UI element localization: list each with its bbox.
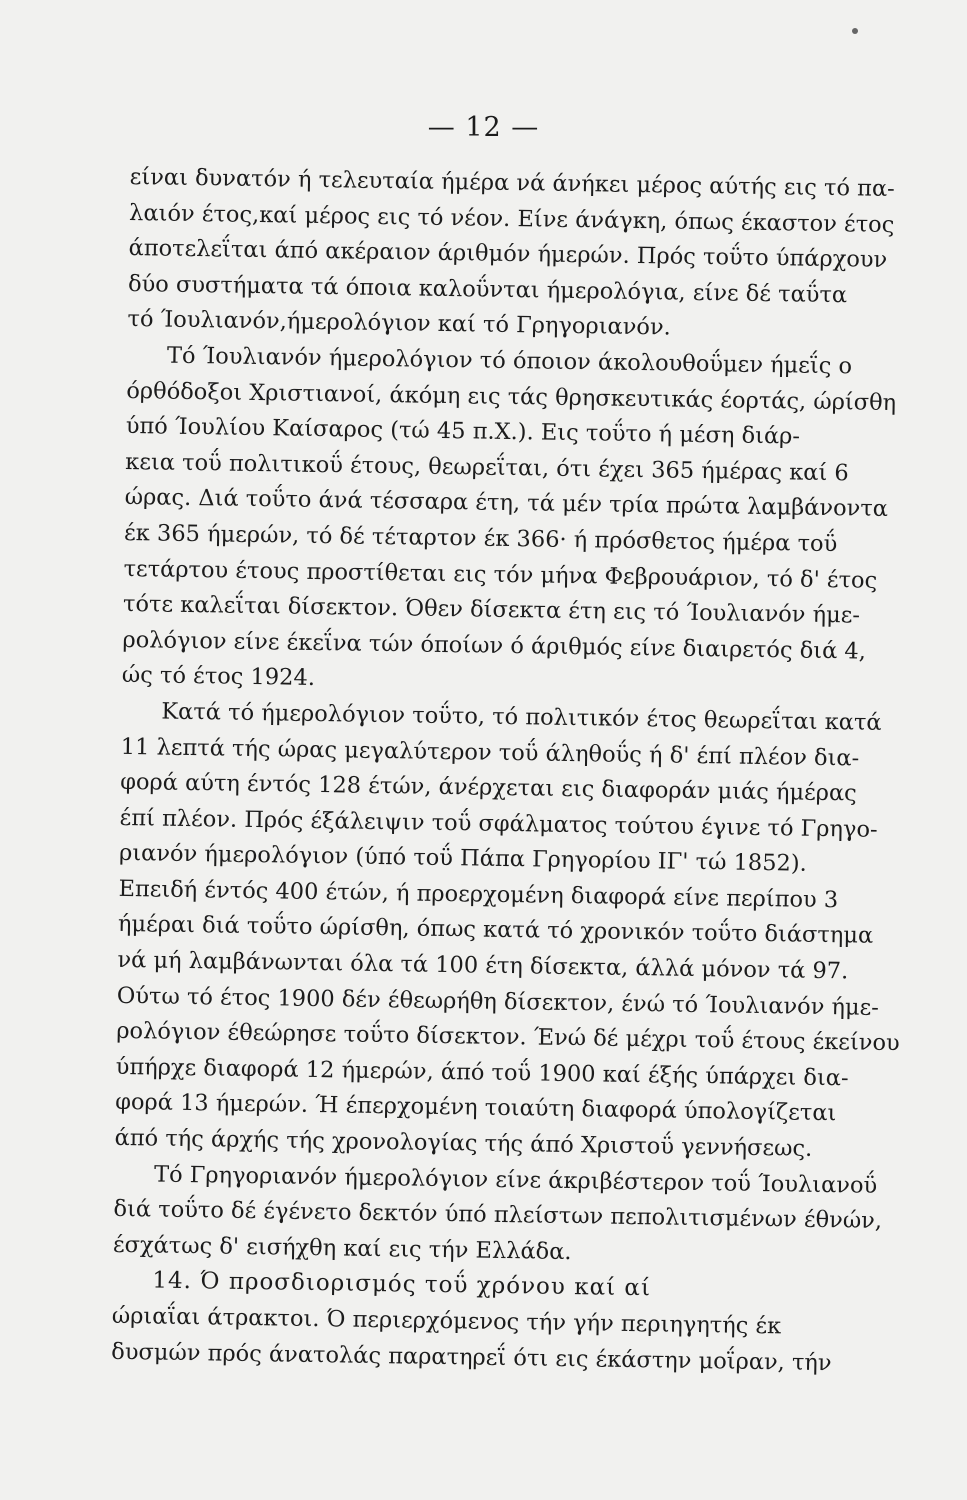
text-line: δύο συστήματα τά όποια καλοΰνται ήμερολόγια, είνε δέ ταΰτα [127, 270, 848, 309]
text-line: Κατά τό ήμερολόγιον τοΰτο, τό πολιτικόν έτος θεωρεΐται κατά [161, 698, 882, 736]
text-line: φορά 13 ήμερών. Ή έπερχομένη τοιαύτη διαφορά ύπολογίζεται [114, 1089, 837, 1127]
text-line: τετάρτου έτους προστίθεται εις τόν μήνα Φεβρουάριον, τό δ' έτος [123, 555, 878, 594]
text-line: Τό Ίουλιανόν ήμερολόγιον τό όποιον άκολουθοΰμεν ήμεΐς ο [166, 342, 853, 380]
text-line: ώριαΐαι άτρακτοι. Ό περιερχόμενος τήν γήν περιηγητής έκ [111, 1302, 782, 1340]
text-line: Τό Γρηγοριανόν ήμερολόγιον είνε άκριβέστερον τοΰ Ίουλιανοΰ [153, 1161, 878, 1199]
text-line: κεια τοΰ πολιτικοΰ έτους, θεωρεΐται, ότι έχει 365 ήμέρας καί 6 [125, 448, 849, 487]
text-line: ύπήρχε διαφορά 12 ήμερών, άπό τοΰ 1900 καί έξής ύπάρχει δια- [115, 1053, 849, 1092]
ink-dot [852, 28, 858, 34]
text-line: νά μή λαμβάνωνται όλα τά 100 έτη δίσεκτα, άλλά μόνον τά 97. [117, 946, 849, 985]
text-line: Επειδή έντός 400 έτών, ή προερχομένη διαφορά είνε περίπου 3 [118, 875, 839, 914]
text-line: φορά αύτη έντός 128 έτών, άνέρχεται εις διαφοράν μιάς ήμέρας [120, 769, 857, 807]
text-line: ώρας. Διά τοΰτο άνά τέσσαρα έτη, τά μέν τρία πρώτα λαμβάνοντα [124, 484, 889, 523]
section-heading: 14. Ό προσδιορισμός τοΰ χρόνου καί αί [152, 1267, 652, 1302]
text-line: διά τοΰτο δέ έγένετο δεκτόν ύπό πλείστων πεπολιτισμένων έθνών, [113, 1196, 883, 1235]
text-line: έσχάτως δ' εισήχθη καί εις τήν Ελλάδα. [112, 1231, 572, 1265]
text-line: έκ 365 ήμερών, τό δέ τέταρτον έκ 366· ή πρόσθετος ήμέρα τοΰ [123, 519, 838, 558]
text-line: ήμέραι διά τοΰτο ώρίσθη, όπως κατά τό χρονικόν τοΰτο διάστημα [117, 911, 874, 950]
text-line: 11 λεπτά τής ώρας μεγαλύτερον τοΰ άληθοΰς ή δ' έπί πλέον δια- [120, 733, 860, 772]
text-line: δυσμών πρός άνατολάς παρατηρεΐ ότι εις έκάστην μοΐραν, τήν [111, 1338, 832, 1376]
text-line: Ούτω τό έτος 1900 δέν έθεωρήθη δίσεκτον, ένώ τό Ίουλιανόν ήμε- [116, 982, 880, 1021]
text-line: ριανόν ήμερολόγιον (ύπό τοΰ Πάπα Γρηγορίου ΙΓ' τώ 1852). [118, 840, 807, 877]
body-text [111, 160, 930, 1383]
text-line: ύπό Ίουλίου Καίσαρος (τώ 45 π.Χ.). Εις τοΰτο ή μέση διάρ- [125, 413, 801, 450]
text-line: ρολόγιον έθεώρησε τοΰτο δίσεκτον. Ένώ δέ μέχρι τοΰ έτους έκείνου [116, 1018, 900, 1057]
text-line: έπί πλέον. Πρός έξάλειψιν τοΰ σφάλματος τούτου έγινε τό Γρηγο- [119, 804, 878, 843]
text-line: άπό τής άρχής τής χρονολογίας τής άπό Χριστοΰ γεννήσεως. [114, 1124, 813, 1162]
text-line: ρολόγιον είνε έκεΐνα τών όποίων ό άριθμός είνε διαιρετός διά 4, [122, 626, 867, 665]
text-line: τότε καλεΐται δίσεκτον. Όθεν δίσεκτα έτη εις τό Ίουλιανόν ήμε- [122, 591, 861, 629]
text-line: ώς τό έτος 1924. [121, 662, 316, 692]
text-line: άποτελεΐται άπό ακέραιον άριθμόν ήμερών. Πρός τοΰτο ύπάρχουν [128, 235, 888, 274]
text-line: όρθόδοξοι Χριστιανοί, άκόμη εις τάς θρησκευτικάς έορτάς, ώρίσθη [126, 377, 897, 416]
text-line: τό Ίουλιανόν,ήμερολόγιον καί τό Γρηγοριανόν. [127, 306, 671, 341]
text-line: λαιόν έτος,καί μέρος εις τό νέον. Είνε άνάγκη, όπως έκαστον έτος [128, 199, 895, 238]
page-number: — 12 — [427, 112, 540, 143]
text-line: είναι δυνατόν ή τελευταία ήμέρα νά άνήκει μέρος αύτής εις τό πα- [129, 163, 895, 203]
